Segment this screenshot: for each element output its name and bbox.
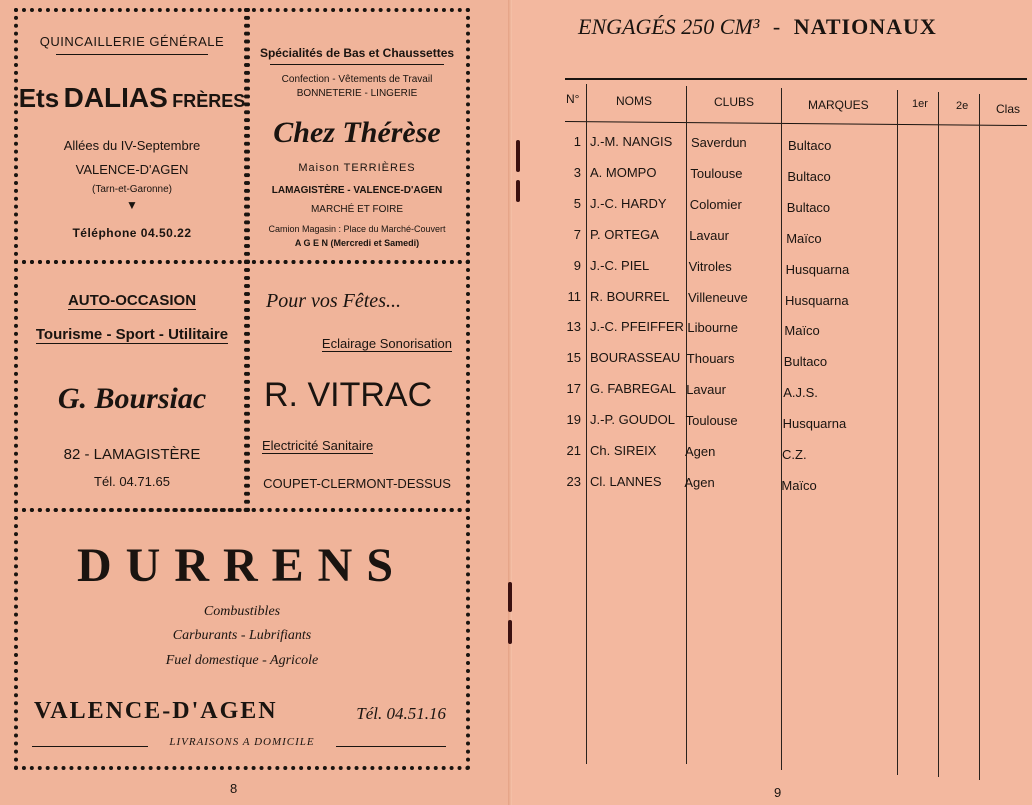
therese-markets: MARCHÉ ET FOIRE — [310, 204, 404, 215]
cell-brand: C.Z. — [782, 447, 807, 462]
durrens-city: VALENCE-D'AGEN — [34, 698, 278, 724]
down-arrow-icon: ▼ — [126, 198, 138, 212]
entries-title — [578, 14, 937, 40]
auto-subtitle-text: Tourisme - Sport - Utilitaire — [35, 326, 229, 343]
cell-number: 15 — [566, 350, 581, 366]
vitrac-trade-text: Electricité Sanitaire — [262, 438, 374, 453]
cell-club: Colomier — [689, 196, 742, 212]
cell-brand: A.J.S. — [783, 385, 818, 401]
ad-chez-therese — [244, 8, 470, 264]
cell-name: J.-C. PIEL — [590, 257, 650, 273]
cell-number: 5 — [573, 195, 581, 211]
dalias-name: DALIAS — [63, 82, 168, 113]
cell-brand: Bultaco — [788, 138, 832, 153]
durrens-name: DURRENS — [76, 539, 408, 592]
cell-club: Thouars — [686, 351, 735, 367]
dalias-name-line — [18, 82, 246, 114]
therese-truck: Camion Magasin : Place du Marché-Couvert — [268, 224, 446, 234]
therese-house: Maison TERRIÈRES — [298, 162, 416, 174]
durrens-phone: Tél. 04.51.16 — [356, 704, 446, 723]
col-divider — [586, 84, 587, 764]
vitrac-trade — [262, 438, 373, 453]
title-category: NATIONAUX — [793, 14, 937, 39]
cell-number: 21 — [566, 443, 581, 458]
auto-title-text: AUTO-OCCASION — [67, 292, 197, 309]
cell-number: 23 — [566, 473, 581, 489]
therese-towns: LAMAGISTÈRE - VALENCE-D'AGEN — [271, 185, 443, 196]
title-class: ENGAGÉS 250 CM³ — [578, 14, 760, 39]
cell-number: 17 — [566, 381, 581, 397]
cell-brand: Bultaco — [786, 199, 831, 215]
cell-number: 19 — [566, 412, 581, 428]
cell-brand: Bultaco — [787, 168, 831, 184]
page-fold — [508, 0, 512, 805]
vitrac-place: COUPET-CLERMONT-DESSUS — [263, 476, 451, 491]
dalias-address: Allées du IV-Septembre — [63, 138, 201, 153]
col-header-no: N° — [566, 92, 580, 106]
cell-number: 3 — [573, 164, 581, 180]
cell-brand: Maïco — [781, 477, 817, 493]
divider — [270, 64, 444, 65]
auto-name: G. Boursiac — [57, 382, 207, 415]
cell-brand: Maïco — [786, 230, 822, 246]
col-header-first: 1er — [912, 98, 928, 110]
cell-name: G. FABREGAL — [590, 381, 676, 397]
vitrac-name: R. VITRAC — [264, 376, 433, 414]
col-header-clubs: CLUBS — [714, 95, 755, 109]
page-number-left: 8 — [230, 781, 238, 796]
dalias-prefix: Ets — [18, 83, 60, 113]
binding-mark — [516, 180, 520, 202]
divider — [56, 54, 208, 55]
dalias-category: QUINCAILLERIE GÉNÉRALE — [39, 34, 225, 49]
binding-mark — [516, 140, 520, 172]
vitrac-service-text: Eclairage Sonorisation — [321, 336, 452, 351]
cell-club: Saverdun — [691, 135, 747, 150]
ad-durrens — [14, 508, 470, 770]
therese-line1: Confection - Vêtements de Travail — [281, 74, 433, 85]
table-top-rule — [565, 78, 1027, 80]
divider — [336, 746, 446, 747]
dalias-phone: Téléphone 04.50.22 — [72, 226, 192, 240]
dalias-city: VALENCE-D'AGEN — [75, 162, 189, 177]
col-header-names: NOMS — [616, 94, 652, 108]
cell-name: BOURASSEAU — [590, 350, 681, 366]
durrens-delivery: LIVRAISONS A DOMICILE — [169, 736, 315, 748]
col-divider — [979, 94, 980, 780]
ad-vitrac — [244, 260, 470, 512]
durrens-line3: Fuel domestique - Agricole — [165, 653, 319, 668]
cell-brand: Bultaco — [783, 354, 828, 370]
cell-name: J.-M. NANGIS — [590, 134, 673, 149]
cell-brand: Husquarna — [785, 261, 850, 277]
vitrac-slogan: Pour vos Fêtes... — [266, 290, 401, 312]
cell-name: A. MOMPO — [590, 164, 657, 180]
therese-agen: A G E N (Mercredi et Samedi) — [294, 238, 420, 248]
durrens-line1: Combustibles — [203, 604, 281, 619]
cell-number: 1 — [573, 134, 581, 149]
col-header-second: 2e — [956, 100, 969, 112]
durrens-line2: Carburants - Lubrifiants — [172, 628, 312, 643]
col-header-brands: MARQUES — [808, 98, 869, 112]
cell-name: J.-P. GOUDOL — [590, 412, 676, 428]
cell-name: Ch. SIREIX — [590, 443, 657, 458]
auto-address: 82 - LAMAGISTÈRE — [63, 446, 201, 463]
cell-brand: Maïco — [784, 323, 820, 339]
title-separator: - — [772, 14, 781, 39]
cell-number: 11 — [567, 288, 581, 304]
therese-heading: Spécialités de Bas et Chaussettes — [259, 46, 455, 60]
cell-club: Villeneuve — [688, 289, 748, 305]
cell-name: J.-C. PFEIFFER — [590, 319, 684, 335]
binding-mark — [508, 582, 512, 612]
col-divider — [897, 90, 898, 775]
auto-subtitle — [18, 326, 246, 343]
cell-name: Cl. LANNES — [590, 473, 662, 489]
cell-name: R. BOURREL — [590, 288, 670, 304]
auto-title — [18, 292, 246, 309]
auto-phone: Tél. 04.71.65 — [94, 474, 170, 489]
cell-number: 7 — [573, 226, 581, 242]
cell-club: Libourne — [687, 320, 738, 336]
vitrac-service — [322, 336, 452, 351]
cell-club: Agen — [685, 444, 716, 459]
cell-name: P. ORTEGA — [590, 226, 659, 242]
cell-club: Lavaur — [689, 227, 729, 243]
cell-brand: Husquarna — [785, 292, 849, 308]
dalias-region: (Tarn-et-Garonne) — [91, 184, 173, 195]
therese-name: Chez Thérèse — [273, 116, 441, 149]
cell-club: Agen — [684, 474, 715, 490]
cell-club: Toulouse — [690, 165, 743, 181]
dalias-suffix: FRÈRES — [172, 91, 246, 111]
cell-name: J.-C. HARDY — [590, 195, 667, 211]
cell-club: Toulouse — [685, 413, 738, 429]
col-divider — [938, 92, 939, 777]
page-number-right: 9 — [774, 785, 782, 800]
binding-mark — [508, 620, 512, 644]
cell-club: Vitroles — [688, 258, 732, 274]
cell-brand: Husquarna — [782, 416, 847, 432]
cell-number: 9 — [573, 257, 581, 273]
cell-number: 13 — [566, 319, 581, 335]
cell-club: Lavaur — [686, 382, 726, 398]
ad-dalias — [14, 8, 250, 264]
col-header-rank: Clas — [996, 102, 1021, 116]
therese-line2: BONNETERIE - LINGERIE — [296, 88, 418, 99]
ad-auto-occasion — [14, 260, 250, 512]
